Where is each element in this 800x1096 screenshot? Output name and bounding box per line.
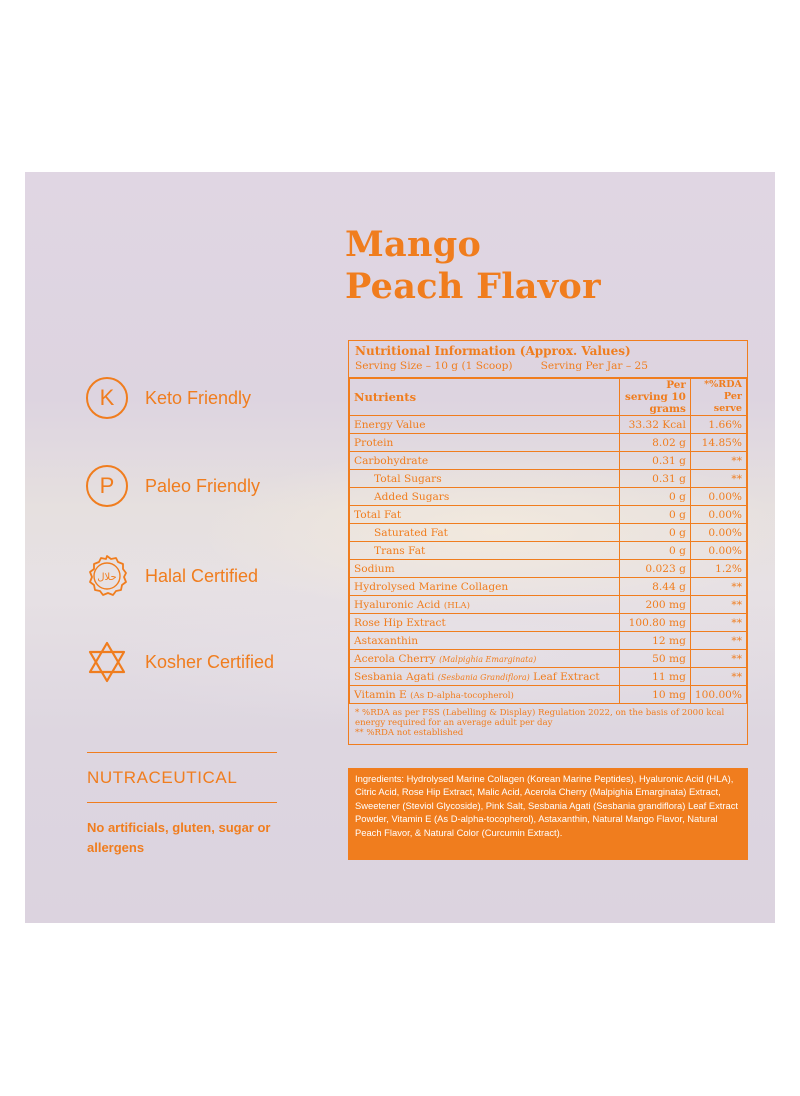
serving-info bbox=[355, 359, 741, 373]
p-letter-icon bbox=[85, 464, 129, 508]
nutrient-name: Rose Hip Extract bbox=[350, 614, 620, 632]
ingredients-box: Ingredients: Hydrolysed Marine Collagen (Korean Marine Peptides), Hyaluronic Acid (HLA), Citric Acid, Rose Hip Extract, Malic Acid, Acerola Cherry (Malpighia Emarginata) Extract, Sweetener (Steviol Glycoside), Pink Salt, Sesbania Agati (Sesbania grandiflora) Leaf Extract Powder, Vitamin E (As D-alpha-tocopherol), Astaxanthin, Natural Mango Flavor, Natural Peach Flavor, & Natural Color (Curcumin Extract). bbox=[348, 768, 748, 860]
star-of-david-icon bbox=[85, 640, 129, 684]
nutrient-rda: ** bbox=[690, 632, 746, 650]
nutrient-name: Total Sugars bbox=[350, 470, 620, 488]
nutrition-panel bbox=[348, 340, 748, 745]
p-letter: P bbox=[86, 465, 128, 507]
nutrient-value: 12 mg bbox=[620, 632, 691, 650]
label-panel bbox=[25, 172, 775, 923]
nutrient-name: Hydrolysed Marine Collagen bbox=[350, 578, 620, 596]
badge-keto bbox=[85, 376, 251, 420]
nutrition-header bbox=[349, 341, 747, 378]
nutrient-value: 200 mg bbox=[620, 596, 691, 614]
product-title bbox=[345, 224, 601, 308]
nutrient-name-note: (Malpighia Emarginata) bbox=[439, 654, 537, 664]
nutrient-rda: ** bbox=[690, 452, 746, 470]
nutrient-rda: 1.66% bbox=[690, 416, 746, 434]
nutrient-rda: 1.2% bbox=[690, 560, 746, 578]
badge-halal bbox=[85, 554, 258, 598]
badge-kosher bbox=[85, 640, 274, 684]
nutrition-heading: Nutritional Information (Approx. Values) bbox=[355, 344, 631, 358]
nutrient-name: Trans Fat bbox=[350, 542, 620, 560]
nutrient-name bbox=[350, 686, 620, 704]
nutrient-rda: 0.00% bbox=[690, 542, 746, 560]
table-header-row bbox=[350, 379, 747, 416]
nutrient-value: 0 g bbox=[620, 542, 691, 560]
badge-paleo bbox=[85, 464, 260, 508]
nutrient-value: 8.44 g bbox=[620, 578, 691, 596]
col-nutrients: Nutrients bbox=[350, 379, 620, 416]
table-row bbox=[350, 596, 747, 614]
title-line-2: Peach Flavor bbox=[345, 266, 601, 307]
table-row bbox=[350, 542, 747, 560]
k-letter: K bbox=[86, 377, 128, 419]
table-row bbox=[350, 524, 747, 542]
nutrient-rda: ** bbox=[690, 596, 746, 614]
nutrient-name: Sodium bbox=[350, 560, 620, 578]
nutrient-name-main: Vitamin E bbox=[354, 688, 407, 701]
nutrient-rda: ** bbox=[690, 578, 746, 596]
table-row bbox=[350, 560, 747, 578]
nutrient-value: 0.31 g bbox=[620, 470, 691, 488]
nutrient-rda: 0.00% bbox=[690, 524, 746, 542]
nutrient-name: Added Sugars bbox=[350, 488, 620, 506]
nutrient-rda: ** bbox=[690, 668, 746, 686]
nutrient-value: 10 mg bbox=[620, 686, 691, 704]
nutrient-rda: 100.00% bbox=[690, 686, 746, 704]
nutrient-name bbox=[350, 668, 620, 686]
nutrient-rda: ** bbox=[690, 470, 746, 488]
footnote-rda: * %RDA as per FSS (Labelling & Display) Regulation 2022, on the basis of 2000 kcal energy required for an average adult per day bbox=[355, 708, 725, 728]
table-row bbox=[350, 506, 747, 524]
nutrient-name-note: (HLA) bbox=[443, 600, 470, 611]
badge-label: Kosher Certified bbox=[145, 651, 275, 672]
nutrient-rda: 0.00% bbox=[690, 488, 746, 506]
table-row bbox=[350, 452, 747, 470]
serving-per-jar: Serving Per Jar – 25 bbox=[540, 360, 648, 372]
nutrient-rda: ** bbox=[690, 650, 746, 668]
table-row bbox=[350, 434, 747, 452]
nutrient-name: Astaxanthin bbox=[350, 632, 620, 650]
nutrient-value: 0.31 g bbox=[620, 452, 691, 470]
nutrient-name-main: Acerola Cherry bbox=[354, 652, 436, 665]
col-per-serving: Per serving 10 grams bbox=[620, 379, 691, 416]
nutrient-value: 100.80 mg bbox=[620, 614, 691, 632]
table-row bbox=[350, 470, 747, 488]
divider-bottom bbox=[87, 802, 277, 803]
nutrient-name: Saturated Fat bbox=[350, 524, 620, 542]
nutrient-name bbox=[350, 596, 620, 614]
nutrient-value: 0 g bbox=[620, 506, 691, 524]
nutrient-name bbox=[350, 650, 620, 668]
nutrient-name-main: Sesbania Agati bbox=[354, 670, 435, 683]
halal-seal-icon bbox=[85, 554, 129, 598]
badge-label: Keto Friendly bbox=[145, 387, 252, 408]
nutrient-value: 11 mg bbox=[620, 668, 691, 686]
footnote-not-established: ** %RDA not established bbox=[355, 728, 464, 738]
table-row bbox=[350, 488, 747, 506]
nutrient-rda: 0.00% bbox=[690, 506, 746, 524]
col-rda: *%RDA Per serve bbox=[690, 379, 746, 416]
nutrient-name: Protein bbox=[350, 434, 620, 452]
nutrient-value: 0 g bbox=[620, 524, 691, 542]
title-line-1: Mango bbox=[345, 224, 482, 265]
divider-top bbox=[87, 752, 277, 753]
nutrient-name: Energy Value bbox=[350, 416, 620, 434]
nutrient-name: Carbohydrate bbox=[350, 452, 620, 470]
nutrient-name-main: Hyaluronic Acid bbox=[354, 598, 441, 611]
nutraceutical-label: NUTRACEUTICAL bbox=[87, 768, 238, 787]
table-row bbox=[350, 578, 747, 596]
badge-label: Paleo Friendly bbox=[145, 475, 261, 496]
nutrient-rda: ** bbox=[690, 614, 746, 632]
nutrient-value: 33.32 Kcal bbox=[620, 416, 691, 434]
nutrition-table bbox=[349, 378, 747, 704]
halal-glyph: حلال bbox=[97, 572, 117, 583]
table-row bbox=[350, 632, 747, 650]
table-row bbox=[350, 686, 747, 704]
nutrient-value: 8.02 g bbox=[620, 434, 691, 452]
nutrient-value: 0 g bbox=[620, 488, 691, 506]
claims-text: No artificials, gluten, sugar or allergens bbox=[87, 820, 271, 855]
serving-size: Serving Size – 10 g (1 Scoop) bbox=[355, 360, 513, 372]
nutrient-name: Total Fat bbox=[350, 506, 620, 524]
table-row bbox=[350, 668, 747, 686]
nutrient-rda: 14.85% bbox=[690, 434, 746, 452]
nutrient-value: 0.023 g bbox=[620, 560, 691, 578]
nutrient-name-note: (Sesbania Grandiflora) bbox=[437, 672, 530, 682]
nutrient-name-tail: Leaf Extract bbox=[533, 670, 600, 683]
nutrient-name-note: (As D-alpha-tocopherol) bbox=[410, 690, 514, 701]
table-row bbox=[350, 614, 747, 632]
table-row bbox=[350, 416, 747, 434]
table-row bbox=[350, 650, 747, 668]
badge-label: Halal Certified bbox=[145, 565, 259, 586]
k-letter-icon bbox=[85, 376, 129, 420]
nutrition-footnotes bbox=[349, 704, 747, 744]
nutrient-value: 50 mg bbox=[620, 650, 691, 668]
